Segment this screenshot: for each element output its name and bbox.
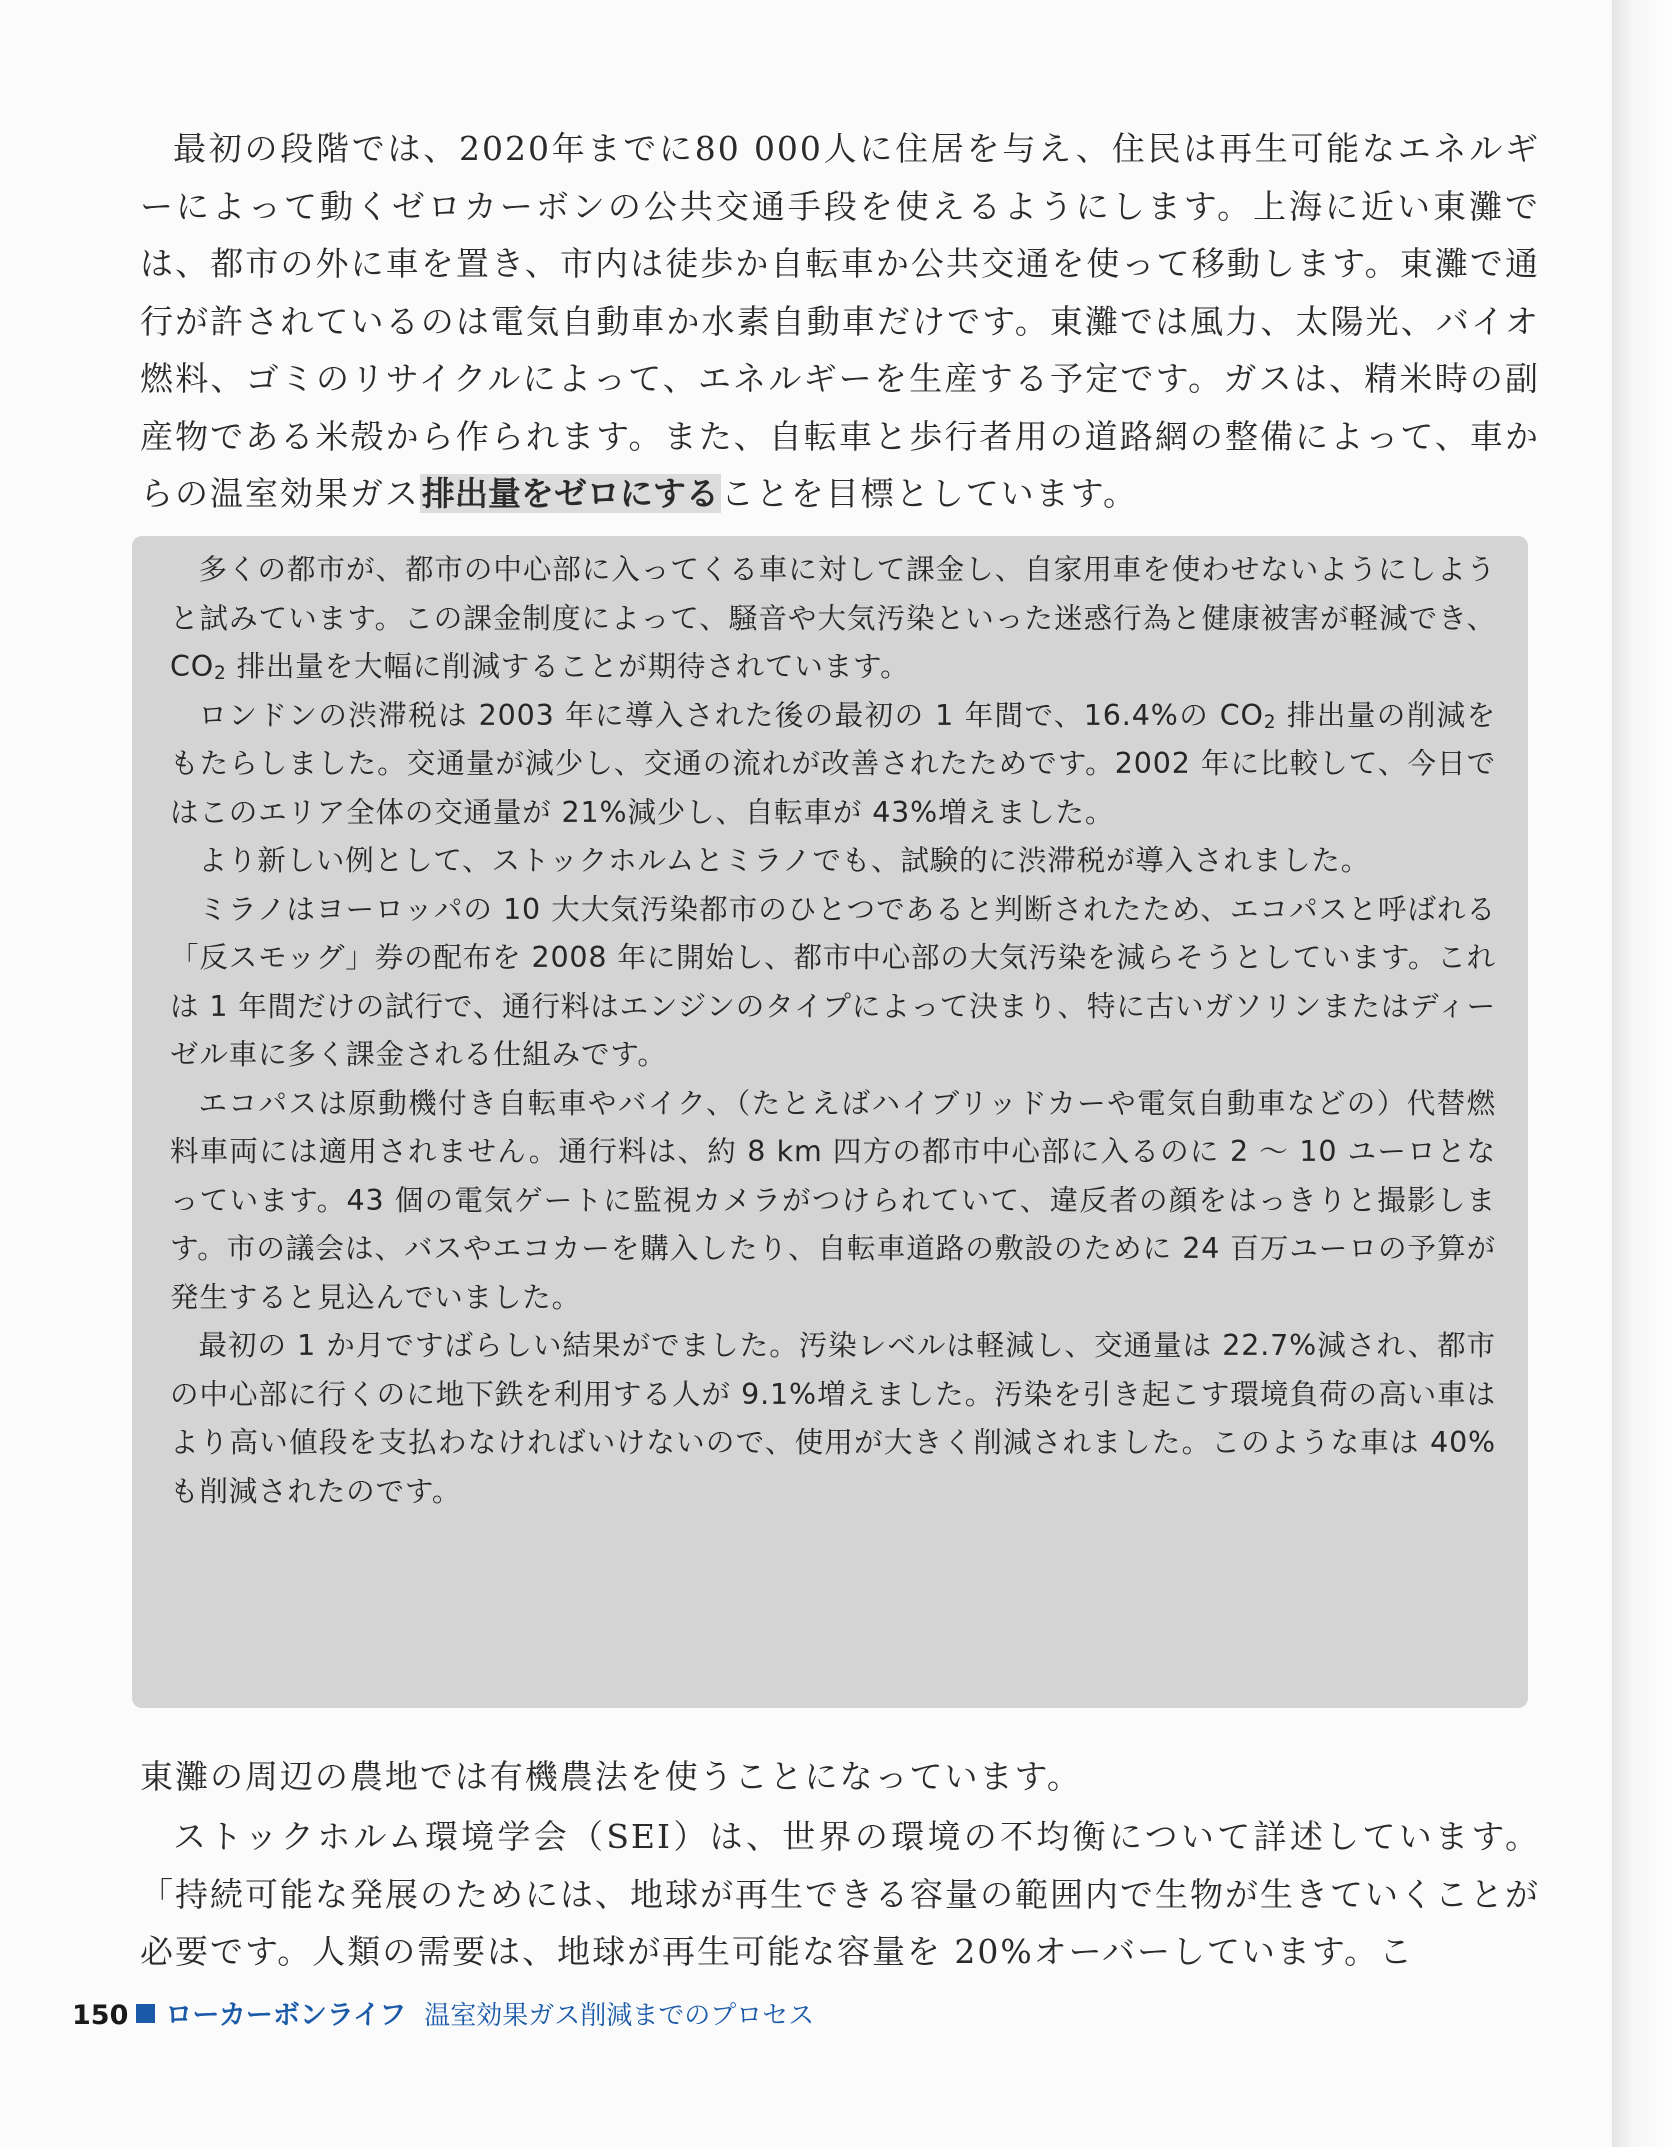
page-number: 150 xyxy=(72,2000,129,2031)
box-p1-text-end: 排出量を大幅に削減することが期待されています。 xyxy=(226,650,910,683)
box-paragraph-5: エコパスは原動機付き自転車やバイク、（たとえばハイブリッドカーや電気自動車などの）代替燃料車両には適用されません。通行料は、約 8 km 四方の都市中心部に入るのに 2 〜 10 ユーロとなっています。43 個の電気ゲートに監視カメラがつけられていて、違反者の顔をはっきりと撮影します。市の議会は、バスやエコカーを購入したり、自転車道路の敷設のために 24 百万ユーロの予算が発生すると見込んでいました。 xyxy=(170,1086,1496,1314)
box-paragraph-6: 最初の 1 か月ですばらしい結果がでました。汚染レベルは軽減し、交通量は 22.7%減され、都市の中心部に行くのに地下鉄を利用する人が 9.1%増えました。汚染を引き起こす環境負荷の高い車はより高い値段を支払わなければいけないので、使用が大きく削減されました。このような車は 40%も削減されたのです。 xyxy=(170,1329,1496,1508)
highlighted-phrase: 排出量をゼロにする xyxy=(421,474,719,513)
outro-paragraph-1: 東灘の周辺の農地では有機農法を使うことになっています。 xyxy=(140,1757,1082,1796)
box-p1-text: 多くの都市が、都市の中心部に入ってくる車に対して課金し、自家用車を使わせないようにしようと試みています。この課金制度によって、騒音や大気汚染といった迷惑行為と健康被害が軽減でき、CO xyxy=(170,553,1496,683)
page-footer xyxy=(72,1996,814,2036)
sidebar-box xyxy=(132,536,1528,1708)
box-paragraph-4: ミラノはヨーロッパの 10 大大気汚染都市のひとつであると判断されたため、エコパスと呼ばれる「反スモッグ」券の配布を 2008 年に開始し、都市中心部の大気汚染を減らそうとしています。これは 1 年間だけの試行で、通行料はエンジンのタイプによって決まり、特に古いガソリンまたはディーゼル車に多く課金される仕組みです。 xyxy=(170,892,1496,1071)
box-paragraph-3: より新しい例として、ストックホルムとミラノでも、試験的に渋滞税が導入されました。 xyxy=(198,844,1371,877)
intro-text: 最初の段階では、2020年までに80 000人に住居を与え、住民は再生可能なエネルギーによって動くゼロカーボンの公共交通手段を使えるようにします。上海に近い東灘では、都市の外に車を置き、市内は徒歩か自転車か公共交通を使って移動します。東灘で通行が許されているのは電気自動車か水素自動車だけです。東灘では風力、太陽光、バイオ燃料、ゴミのリサイクルによって、エネルギーを生産する予定です。ガスは、精米時の副産物である米殻から作られます。また、自転車と歩行者用の道路網の整備によって、車からの温室効果ガス xyxy=(140,129,1540,513)
outro-paragraph-2: ストックホルム環境学会（SEI）は、世界の環境の不均衡について詳述しています。「持続可能な発展のためには、地球が再生できる容量の範囲内で生物が生きていくことが必要です。人類の需要は、地球が再生可能な容量を 20%オーバーしています。こ xyxy=(140,1817,1540,1971)
intro-text-end: ことを目標としています。 xyxy=(720,474,1138,513)
box-p2-text: ロンドンの渋滞税は 2003 年に導入された後の最初の 1 年間で、16.4%の CO xyxy=(198,698,1264,732)
book-title: ローカーボンライフ xyxy=(165,2000,407,2031)
square-bullet-icon xyxy=(136,2004,155,2023)
co2-subscript: 2 xyxy=(1263,711,1277,733)
intro-paragraph xyxy=(140,120,1540,523)
box-paragraph-1 xyxy=(170,546,1496,692)
co2-subscript: 2 xyxy=(214,662,227,684)
box-paragraph-2 xyxy=(170,692,1496,838)
sidebar-box-content xyxy=(170,546,1496,1516)
box-p2-text-end: 排出量の削減をもたらしました。交通量が減少し、交通の流れが改善されたためです。2002 年に比較して、今日ではこのエリア全体の交通量が 21%減少し、自転車が 43%増えました。 xyxy=(170,698,1496,829)
page-edge-shadow xyxy=(1612,0,1680,2147)
chapter-subtitle: 温室効果ガス削減までのプロセス xyxy=(424,2001,815,2031)
